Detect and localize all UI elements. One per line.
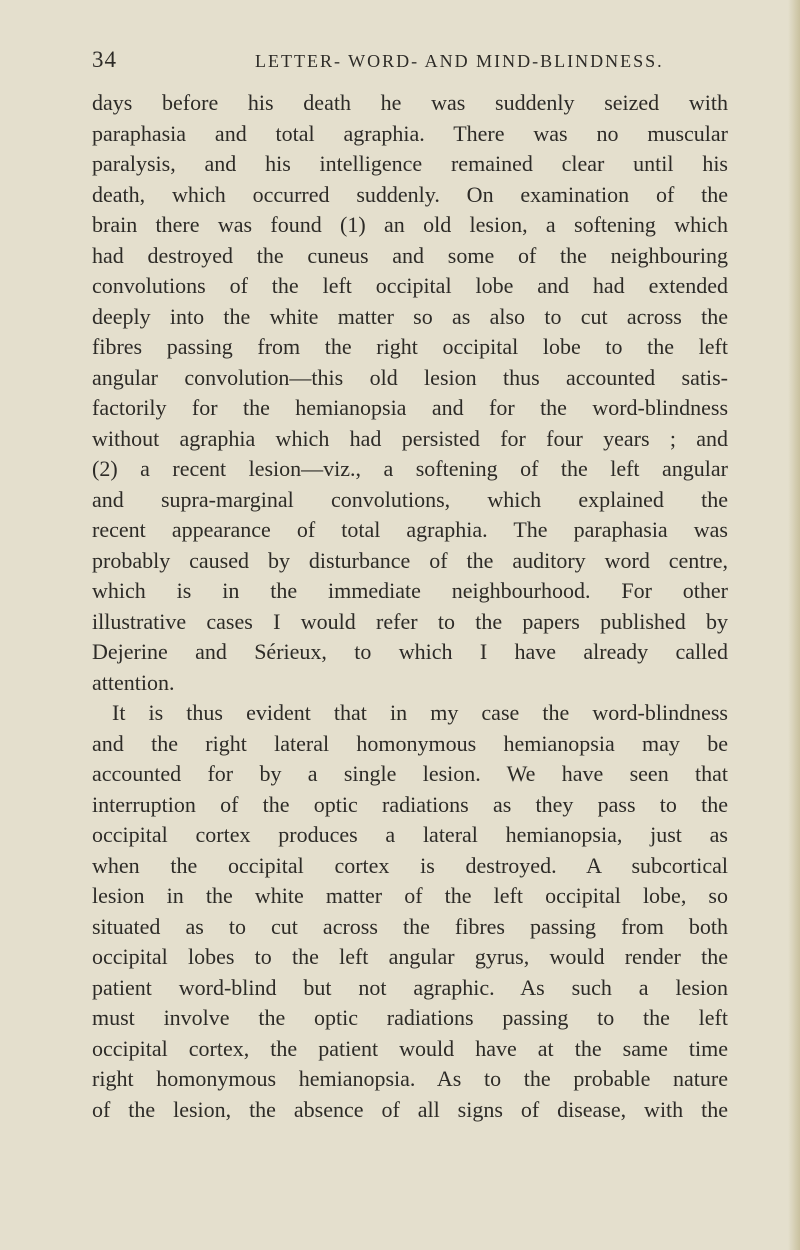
text-line: days before his death he was suddenly seized with bbox=[92, 90, 728, 115]
text-line-paragraph-start: It is thus evident that in my case the word-blindness bbox=[112, 700, 728, 725]
text-line: death, which occurred suddenly. On examination of the bbox=[92, 181, 728, 207]
text-line: when the occipital cortex is destroyed. A subcortical bbox=[92, 852, 728, 878]
text-line: which is in the immediate neighbourhood. For other bbox=[92, 578, 728, 603]
text-line: occipital cortex produces a lateral hemianopsia, just as bbox=[92, 822, 728, 847]
text-line: recent appearance of total agraphia. The paraphasia was bbox=[92, 517, 728, 542]
text-line: paralysis, and his intelligence remained clear until his bbox=[92, 151, 728, 176]
text-line: brain there was found (1) an old lesion, a softening which bbox=[92, 212, 728, 237]
page-number: 34 bbox=[92, 47, 117, 72]
text-line: paraphasia and total agraphia. There was no muscular bbox=[92, 120, 728, 146]
text-line: deeply into the white matter so as also to cut across the bbox=[92, 303, 728, 329]
running-head: LETTER- WORD- AND MIND-BLINDNESS. bbox=[255, 51, 664, 71]
text-line: interruption of the optic radiations as they pass to the bbox=[92, 791, 728, 817]
text-line: Dejerine and Sérieux, to which I have already called bbox=[92, 639, 728, 664]
text-line: must involve the optic radiations passing to the left bbox=[92, 1005, 728, 1030]
text-line: convolutions of the left occipital lobe and had extended bbox=[92, 273, 728, 298]
page-header bbox=[92, 46, 732, 76]
text-line: without agraphia which had persisted for four years ; and bbox=[92, 425, 728, 451]
text-line: occipital lobes to the left angular gyrus, would render the bbox=[92, 944, 728, 969]
text-line: right homonymous hemianopsia. As to the probable nature bbox=[92, 1066, 728, 1091]
text-line: had destroyed the cuneus and some of the neighbouring bbox=[92, 242, 728, 268]
text-line: situated as to cut across the fibres passing from both bbox=[92, 913, 728, 939]
text-line: illustrative cases I would refer to the papers published by bbox=[92, 608, 728, 634]
text-line: of the lesion, the absence of all signs of disease, with the bbox=[92, 1096, 728, 1122]
page-edge-shadow bbox=[788, 0, 800, 1250]
text-line-paragraph-end: attention. bbox=[92, 669, 175, 695]
text-line: occipital cortex, the patient would have at the same time bbox=[92, 1035, 728, 1061]
text-line: (2) a recent lesion—viz., a softening of the left angular bbox=[92, 456, 728, 481]
text-line: and the right lateral homonymous hemianopsia may be bbox=[92, 730, 728, 756]
text-line: accounted for by a single lesion. We have seen that bbox=[92, 761, 728, 786]
text-line: and supra-marginal convolutions, which explained the bbox=[92, 486, 728, 512]
text-line: probably caused by disturbance of the auditory word centre, bbox=[92, 547, 728, 573]
text-line: factorily for the hemianopsia and for the word-blindness bbox=[92, 395, 728, 420]
text-line: patient word-blind but not agraphic. As such a lesion bbox=[92, 974, 728, 1000]
text-line: angular convolution—this old lesion thus accounted satis- bbox=[92, 364, 728, 390]
text-line: lesion in the white matter of the left occipital lobe, so bbox=[92, 883, 728, 908]
text-line: fibres passing from the right occipital lobe to the left bbox=[92, 334, 728, 359]
body-text bbox=[92, 88, 728, 1125]
